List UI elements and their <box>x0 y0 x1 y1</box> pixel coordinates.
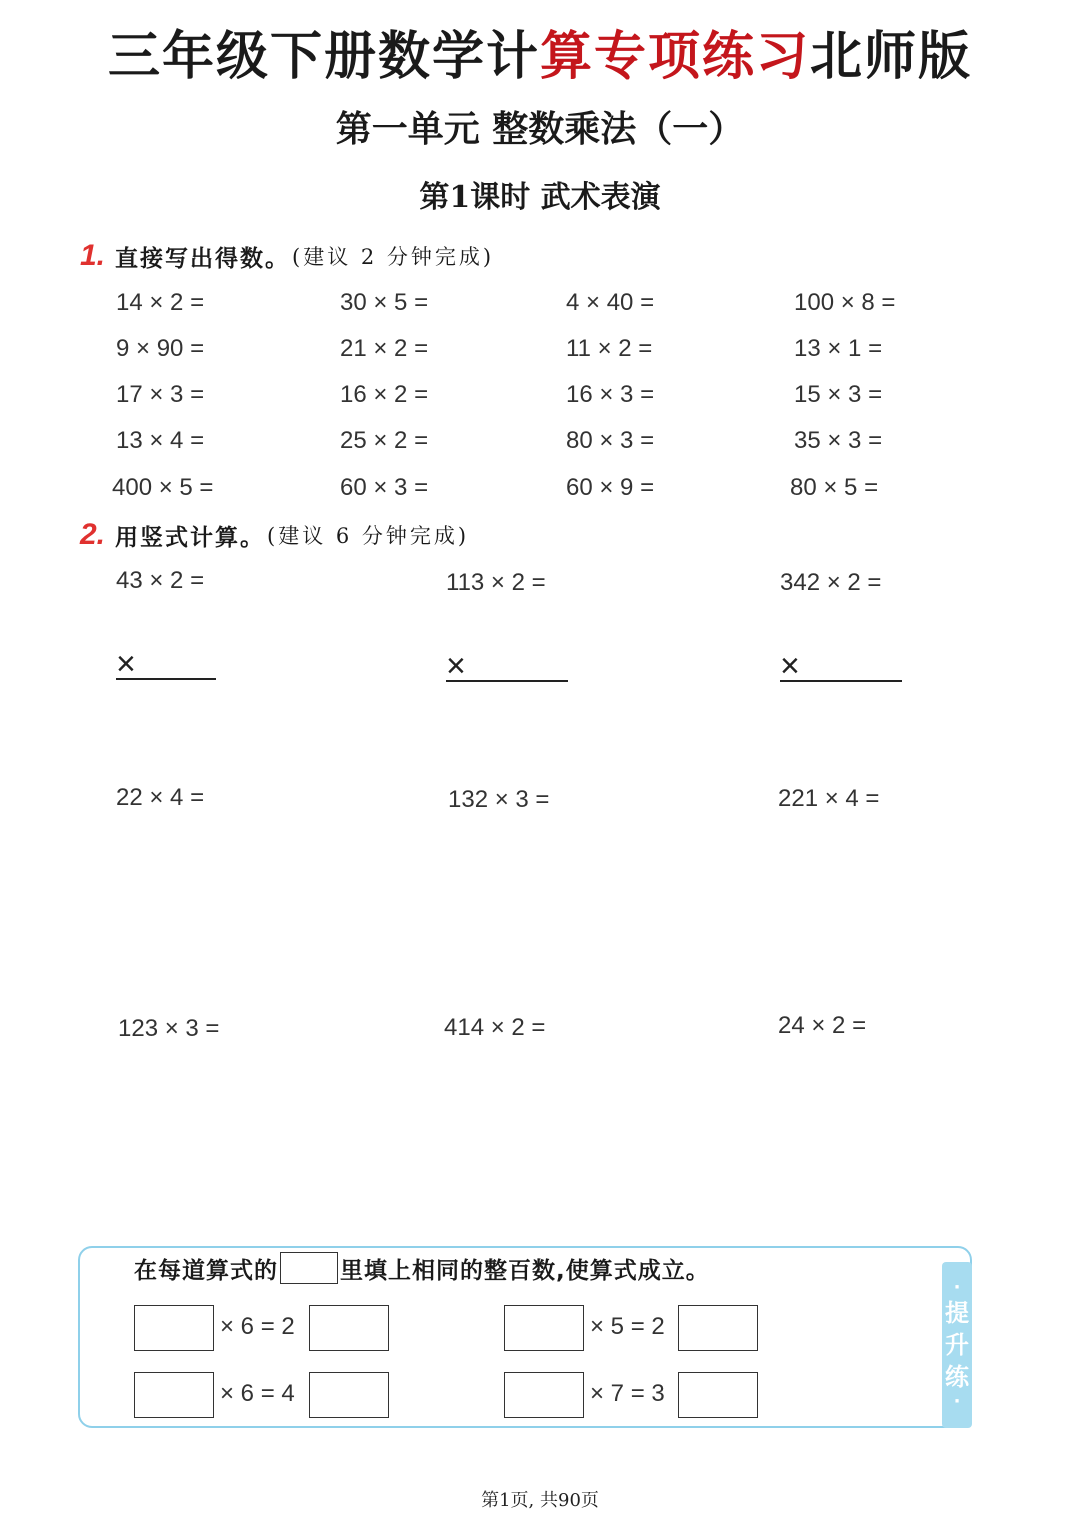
expression: 14 × 2 = <box>116 289 205 316</box>
title-part-accent: 算专项练习 <box>539 27 810 87</box>
expression: 342 × 2 = <box>780 569 882 596</box>
expression: 80 × 3 = <box>566 427 655 454</box>
expression: 13 × 1 = <box>794 335 883 362</box>
tab-char: 提 <box>945 1299 969 1327</box>
question-number: 1. <box>80 239 106 272</box>
expression: 132 × 3 = <box>448 786 550 813</box>
expression: 25 × 2 = <box>340 427 429 454</box>
expression: 16 × 2 = <box>340 381 429 408</box>
example-blank-box <box>280 1252 338 1284</box>
work-line <box>446 680 568 682</box>
expression: 22 × 4 = <box>116 784 205 811</box>
equation-text: × 6 = 2 <box>220 1313 295 1340</box>
instruction-after: 里填上相同的整百数,使算式成立。 <box>340 1257 710 1284</box>
expression: 24 × 2 = <box>778 1012 867 1039</box>
question-note: (建议 2 分钟完成) <box>292 245 495 269</box>
expression: 221 × 4 = <box>778 785 880 812</box>
answer-box[interactable] <box>309 1372 389 1418</box>
answer-box[interactable] <box>504 1305 584 1351</box>
expression: 43 × 2 = <box>116 567 205 594</box>
expression: 11 × 2 = <box>566 335 653 362</box>
question-text: 直接写出得数。 <box>115 245 291 272</box>
answer-box[interactable] <box>309 1305 389 1351</box>
expression: 123 × 3 = <box>118 1015 220 1042</box>
equation-text: × 6 = 4 <box>220 1380 295 1407</box>
times-sign: × <box>446 647 466 685</box>
answer-box[interactable] <box>134 1372 214 1418</box>
challenge-instruction <box>134 1250 710 1286</box>
expression: 414 × 2 = <box>444 1014 546 1041</box>
page-footer: 第1页, 共90页 <box>481 1490 599 1511</box>
answer-box[interactable] <box>678 1305 758 1351</box>
expression: 400 × 5 = <box>112 474 214 501</box>
tab-dot: · <box>953 1277 961 1298</box>
expression: 13 × 4 = <box>116 427 205 454</box>
times-sign: × <box>116 645 136 683</box>
equation-text: × 7 = 3 <box>590 1380 665 1407</box>
expression: 100 × 8 = <box>794 289 896 316</box>
lesson-heading: 第1课时 武术表演 <box>419 180 661 215</box>
expression: 60 × 3 = <box>340 474 429 501</box>
expression: 17 × 3 = <box>116 381 205 408</box>
tab-char: 练 <box>945 1363 969 1391</box>
expression: 9 × 90 = <box>116 335 205 362</box>
expression: 60 × 9 = <box>566 474 655 501</box>
question-1-header <box>80 236 494 276</box>
instruction-before: 在每道算式的 <box>134 1257 278 1284</box>
page-title <box>0 22 1080 92</box>
expression: 80 × 5 = <box>790 474 879 501</box>
question-number: 2. <box>80 518 106 551</box>
answer-box[interactable] <box>678 1372 758 1418</box>
expression: 21 × 2 = <box>340 335 429 362</box>
title-part-1: 三年级下册数学计 <box>107 27 540 87</box>
title-part-3: 北师版 <box>810 27 973 87</box>
work-line <box>780 680 902 682</box>
challenge-tab <box>942 1262 972 1428</box>
expression: 4 × 40 = <box>566 289 655 316</box>
equation-text: × 5 = 2 <box>590 1313 665 1340</box>
tab-dot: · <box>953 1391 961 1412</box>
question-note: (建议 6 分钟完成) <box>267 524 470 548</box>
expression: 30 × 5 = <box>340 289 429 316</box>
expression: 15 × 3 = <box>794 381 883 408</box>
tab-char: 升 <box>945 1331 969 1359</box>
question-text: 用竖式计算。 <box>115 524 266 551</box>
answer-box[interactable] <box>504 1372 584 1418</box>
answer-box[interactable] <box>134 1305 214 1351</box>
times-sign: × <box>780 647 800 685</box>
expression: 35 × 3 = <box>794 427 883 454</box>
question-2-header <box>80 515 469 555</box>
expression: 113 × 2 = <box>446 569 546 596</box>
unit-heading: 第一单元 整数乘法（一） <box>335 108 745 150</box>
work-line <box>116 678 216 680</box>
expression: 16 × 3 = <box>566 381 655 408</box>
